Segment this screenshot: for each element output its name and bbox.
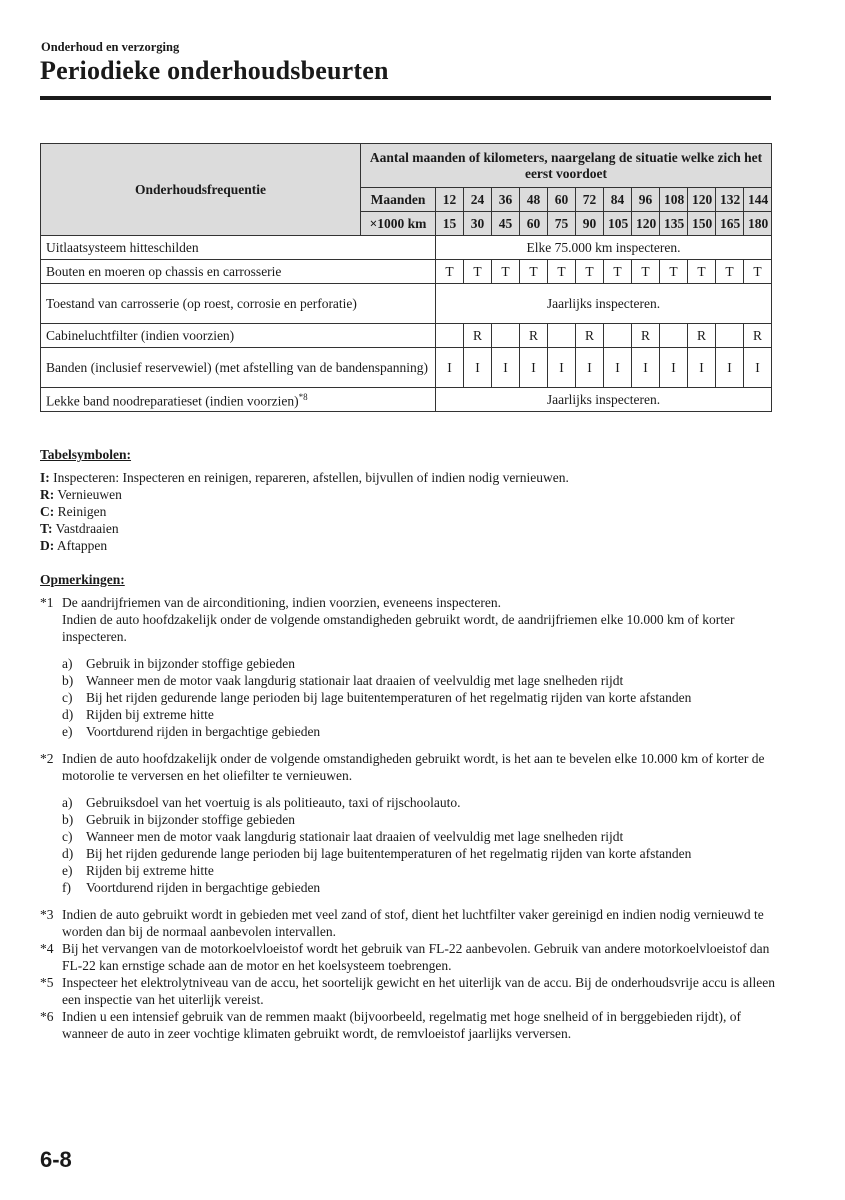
subitem-marker: c) <box>62 690 73 705</box>
row-item-label: Banden (inclusief reservewiel) (met afstelling van de bandenspanning) <box>46 359 428 375</box>
table-cell: I <box>604 348 632 388</box>
months-value: 120 <box>688 188 716 212</box>
remark-subitem <box>40 655 775 672</box>
subitem-text: Voortdurend rijden in bergachtige gebieden <box>86 724 321 739</box>
remark-note <box>40 974 775 1008</box>
table-cell: R <box>744 324 772 348</box>
symbol-key: T: <box>40 521 53 536</box>
remark-note <box>40 940 775 974</box>
remark-text: Indien de auto hoofdzakelijk onder de volgende omstandigheden gebruikt wordt, de aandrijfriemen elke 10.000 km of korter inspecteren. <box>62 612 735 644</box>
subitem-text: Rijden bij extreme hitte <box>86 707 214 722</box>
row-span-instruction: Elke 75.000 km inspecteren. <box>436 236 772 260</box>
symbol-text: Vernieuwen <box>54 487 122 502</box>
row-item <box>41 260 436 284</box>
table-cell: T <box>716 260 744 284</box>
row-item-label: Lekke band noodreparatieset (indien voorzien) <box>46 393 299 409</box>
row-item <box>41 348 436 388</box>
table-cell: T <box>548 260 576 284</box>
symbol-item <box>40 503 775 520</box>
table-cell: T <box>688 260 716 284</box>
months-value: 84 <box>604 188 632 212</box>
table-cell: T <box>492 260 520 284</box>
subitem-marker: a) <box>62 656 73 671</box>
subitem-text: Bij het rijden gedurende lange perioden bij lage buitentemperaturen of het regelmatig rijden van korte afstanden <box>86 690 692 705</box>
row-item-label: Uitlaatsysteem hitteschilden <box>46 239 199 255</box>
km-value: 30 <box>464 212 492 236</box>
table-cell: R <box>576 324 604 348</box>
row-item <box>41 236 436 260</box>
remark-note <box>40 750 775 784</box>
remark-subitem <box>40 723 775 740</box>
symbols-heading: Tabelsymbolen: <box>40 447 132 462</box>
subitem-text: Wanneer men de motor vaak langdurig stationair laat draaien of veelvuldig met lage snelheden rijdt <box>86 673 624 688</box>
months-value: 96 <box>632 188 660 212</box>
subitem-text: Bij het rijden gedurende lange perioden bij lage buitentemperaturen of het regelmatig rijden van korte afstanden <box>86 846 692 861</box>
table-cell: T <box>436 260 464 284</box>
km-label: ×1000 km <box>361 212 436 236</box>
remark-text: Indien de auto hoofdzakelijk onder de volgende omstandigheden gebruikt wordt, is het aan te bevelen elke 10.000 km of korter de motorolie te verversen en het oliefilter te vernieuwen. <box>62 751 765 783</box>
table-cell: I <box>744 348 772 388</box>
remark-text: Indien u een intensief gebruik van de remmen maakt (bijvoorbeeld, regelmatig met hoge snelheid of in berggebieden rijdt), of wanneer de auto in zeer vochtige klimaten gebruikt wordt, de remvloeistof jaarlijks verversen. <box>62 1009 742 1041</box>
interval-header: Aantal maanden of kilometers, naargelang de situatie welke zich het eerst voordoet <box>361 144 772 188</box>
months-value: 48 <box>520 188 548 212</box>
subitem-text: Gebruiksdoel van het voertuig is als politieauto, taxi of rijschoolauto. <box>86 795 461 810</box>
table-row <box>41 236 772 260</box>
table-cell: R <box>464 324 492 348</box>
symbol-item <box>40 537 775 554</box>
remark-marker: *3 <box>40 907 54 922</box>
months-value: 12 <box>436 188 464 212</box>
table-row <box>41 324 772 348</box>
subitem-marker: d) <box>62 846 74 861</box>
months-value: 60 <box>548 188 576 212</box>
row-item <box>41 388 436 412</box>
remark-text: Inspecteer het elektrolytniveau van de accu, het soortelijk gewicht en het uiterlijk van de accu. Bij de onderhoudsvrije accu is alleen een inspectie van het uiterlijk vereist. <box>62 975 775 1007</box>
subitem-marker: b) <box>62 812 74 827</box>
remark-subitem <box>40 689 775 706</box>
months-value: 72 <box>576 188 604 212</box>
table-cell: I <box>716 348 744 388</box>
symbol-key: D: <box>40 538 55 553</box>
subitem-text: Rijden bij extreme hitte <box>86 863 214 878</box>
remark-note <box>40 594 775 645</box>
row-span-instruction: Jaarlijks inspecteren. <box>436 284 772 324</box>
row-item <box>41 324 436 348</box>
symbol-key: C: <box>40 504 55 519</box>
symbol-key: I: <box>40 470 50 485</box>
subitem-marker: d) <box>62 707 74 722</box>
symbol-text: Inspecteren: Inspecteren en reinigen, repareren, afstellen, bijvullen of indien nodig vernieuwen. <box>49 470 569 485</box>
table-cell: T <box>520 260 548 284</box>
remark-text: Indien de auto gebruikt wordt in gebieden met veel zand of stof, dient het luchtfilter vaker gereinigd en indien nodig vernieuwd te worden dan bij de normaal aanbevolen intervallen. <box>62 907 764 939</box>
subitem-marker: f) <box>62 880 71 895</box>
remark-marker: *4 <box>40 941 54 956</box>
subitem-marker: e) <box>62 724 73 739</box>
title-divider <box>40 96 771 100</box>
row-item-label: Cabineluchtfilter (indien voorzien) <box>46 327 235 343</box>
remark-subitem <box>40 828 775 845</box>
table-cell: I <box>464 348 492 388</box>
remark-text: De aandrijfriemen van de airconditioning, indien voorzien, eveneens inspecteren. <box>62 595 501 610</box>
km-value: 60 <box>520 212 548 236</box>
symbol-text: Vastdraaien <box>52 521 119 536</box>
table-cell: I <box>688 348 716 388</box>
table-cell: I <box>632 348 660 388</box>
table-cell: I <box>576 348 604 388</box>
months-label: Maanden <box>361 188 436 212</box>
row-item-label: Toestand van carrosserie (op roest, corrosie en perforatie) <box>46 295 357 311</box>
symbol-text: Aftappen <box>54 538 108 553</box>
subitem-marker: c) <box>62 829 73 844</box>
table-cell: I <box>660 348 688 388</box>
km-value: 135 <box>660 212 688 236</box>
table-cell <box>660 324 688 348</box>
km-value: 75 <box>548 212 576 236</box>
row-item <box>41 284 436 324</box>
remark-marker: *5 <box>40 975 54 990</box>
table-cell: I <box>436 348 464 388</box>
remark-note <box>40 1008 775 1042</box>
remark-subitem <box>40 845 775 862</box>
table-cell <box>716 324 744 348</box>
table-cell <box>548 324 576 348</box>
remark-marker: *1 <box>40 595 54 610</box>
remark-text: Bij het vervangen van de motorkoelvloeistof wordt het gebruik van FL-22 aanbevolen. Gebruik van andere motorkoelvloeistof dan FL-22 kan ernstige schade aan de motor en het koelsysteem toebrengen. <box>62 941 770 973</box>
months-value: 24 <box>464 188 492 212</box>
table-row <box>41 260 772 284</box>
symbol-text: Reinigen <box>54 504 107 519</box>
table-cell: T <box>660 260 688 284</box>
table-row <box>41 284 772 324</box>
remark-subitem <box>40 794 775 811</box>
maintenance-schedule-table <box>40 143 772 412</box>
subitem-text: Voortdurend rijden in bergachtige gebieden <box>86 880 321 895</box>
table-cell: I <box>520 348 548 388</box>
table-cell: R <box>632 324 660 348</box>
table-cell: T <box>576 260 604 284</box>
symbol-item <box>40 486 775 503</box>
symbol-item <box>40 469 775 486</box>
page-title: Periodieke onderhoudsbeurten <box>40 56 389 85</box>
subitem-marker: a) <box>62 795 73 810</box>
months-value: 132 <box>716 188 744 212</box>
remark-subitem <box>40 862 775 879</box>
table-cell: R <box>688 324 716 348</box>
subitem-text: Gebruik in bijzonder stoffige gebieden <box>86 812 295 827</box>
subitem-text: Gebruik in bijzonder stoffige gebieden <box>86 656 295 671</box>
remarks-heading: Opmerkingen: <box>40 572 125 587</box>
km-value: 150 <box>688 212 716 236</box>
symbol-key: R: <box>40 487 55 502</box>
table-row <box>41 348 772 388</box>
km-value: 15 <box>436 212 464 236</box>
km-value: 120 <box>632 212 660 236</box>
table-cell <box>604 324 632 348</box>
table-cell: I <box>548 348 576 388</box>
remark-subitem <box>40 672 775 689</box>
table-cell: T <box>464 260 492 284</box>
months-value: 36 <box>492 188 520 212</box>
row-footnote-marker: *8 <box>298 392 308 403</box>
table-cell <box>492 324 520 348</box>
remark-subitem <box>40 706 775 723</box>
section-label: Onderhoud en verzorging <box>41 40 180 54</box>
remark-subitem <box>40 811 775 828</box>
table-row <box>41 388 772 412</box>
symbols-section <box>40 446 775 554</box>
table-cell: T <box>604 260 632 284</box>
remark-subitem <box>40 879 775 896</box>
table-cell: I <box>492 348 520 388</box>
months-value: 144 <box>744 188 772 212</box>
remark-marker: *6 <box>40 1009 54 1024</box>
subitem-marker: b) <box>62 673 74 688</box>
subitem-text: Wanneer men de motor vaak langdurig stationair laat draaien of veelvuldig met lage snelheden rijdt <box>86 829 624 844</box>
km-value: 165 <box>716 212 744 236</box>
remarks-section <box>40 571 775 1042</box>
km-value: 45 <box>492 212 520 236</box>
remark-marker: *2 <box>40 751 54 766</box>
row-span-instruction: Jaarlijks inspecteren. <box>436 388 772 412</box>
symbol-item <box>40 520 775 537</box>
row-item-label: Bouten en moeren op chassis en carrosserie <box>46 263 282 279</box>
subitem-marker: e) <box>62 863 73 878</box>
months-value: 108 <box>660 188 688 212</box>
remark-note <box>40 906 775 940</box>
km-value: 105 <box>604 212 632 236</box>
table-cell: T <box>632 260 660 284</box>
frequency-header: Onderhoudsfrequentie <box>41 144 361 236</box>
table-cell <box>436 324 464 348</box>
km-value: 180 <box>744 212 772 236</box>
page-number: 6-8 <box>40 1147 72 1172</box>
km-value: 90 <box>576 212 604 236</box>
table-cell: T <box>744 260 772 284</box>
table-cell: R <box>520 324 548 348</box>
